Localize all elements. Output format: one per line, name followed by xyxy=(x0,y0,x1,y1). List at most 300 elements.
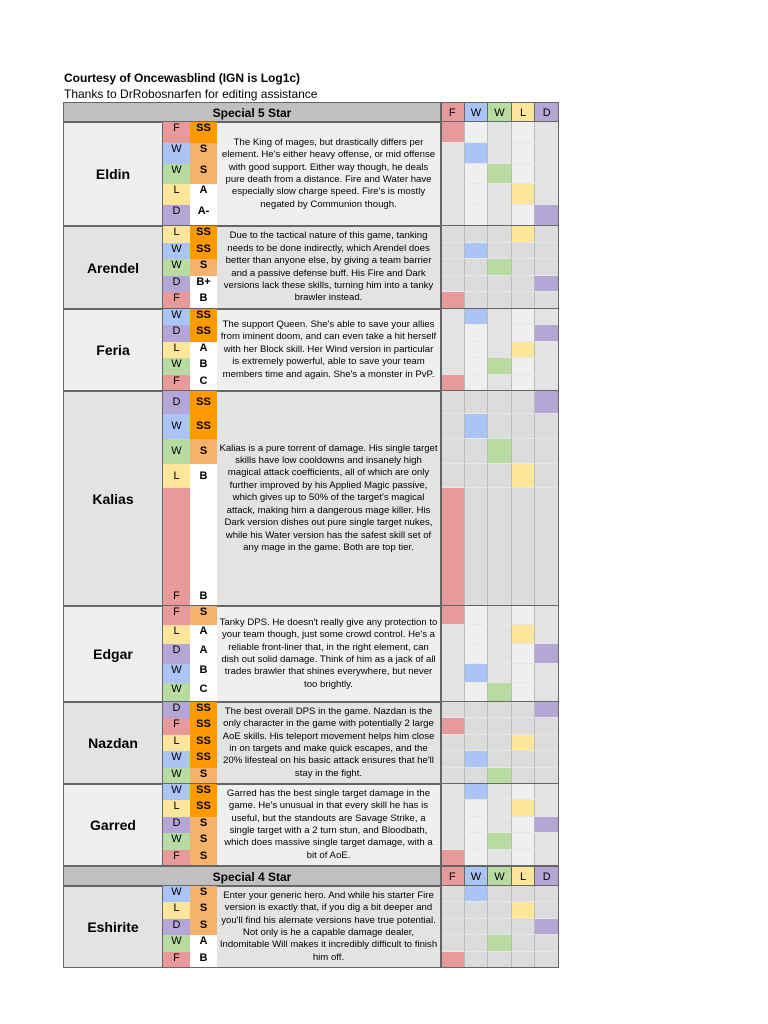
matrix-cell xyxy=(465,292,489,309)
matrix-cell xyxy=(512,259,536,276)
matrix-cell xyxy=(441,276,465,293)
matrix-cell xyxy=(441,375,465,391)
grade-label: B+ xyxy=(190,276,217,293)
matrix-cell xyxy=(488,735,512,751)
matrix-cell xyxy=(512,164,536,185)
matrix-cell xyxy=(488,164,512,185)
matrix-cell xyxy=(512,702,536,718)
matrix-cell xyxy=(535,391,559,414)
matrix-cell xyxy=(535,309,559,325)
matrix-cell xyxy=(441,226,465,243)
element-label: W xyxy=(163,751,190,767)
element-label: W xyxy=(163,683,190,702)
matrix-cell xyxy=(535,935,559,951)
matrix-cell xyxy=(465,902,489,918)
grade-label: SS xyxy=(190,309,217,325)
matrix-cell xyxy=(535,342,559,358)
matrix-cell xyxy=(535,683,559,702)
matrix-cell xyxy=(441,664,465,683)
element-column-header: F xyxy=(441,866,465,886)
grade-label: B xyxy=(190,464,217,488)
matrix-cell xyxy=(441,935,465,951)
grade-label: A xyxy=(190,342,217,358)
matrix-cell xyxy=(465,919,489,935)
grade-label: S xyxy=(190,259,217,276)
grade-label: A xyxy=(190,644,217,663)
matrix-cell xyxy=(488,625,512,644)
matrix-cell xyxy=(465,606,489,625)
element-label: F xyxy=(163,850,190,866)
grade-label: B xyxy=(190,488,217,606)
matrix-cell xyxy=(535,850,559,866)
grade-label: S xyxy=(190,850,217,866)
grade-label: S xyxy=(190,886,217,902)
matrix-cell xyxy=(535,358,559,374)
matrix-cell xyxy=(441,358,465,374)
matrix-cell xyxy=(535,800,559,816)
matrix-cell xyxy=(488,292,512,309)
matrix-cell xyxy=(512,784,536,800)
matrix-cell xyxy=(488,817,512,833)
element-label: D xyxy=(163,325,190,341)
matrix-cell xyxy=(535,259,559,276)
element-label: F xyxy=(163,606,190,625)
matrix-cell xyxy=(535,243,559,260)
element-column-header: W xyxy=(488,866,512,886)
grade-label: S xyxy=(190,902,217,918)
grade-label: SS xyxy=(190,702,217,718)
element-label: W xyxy=(163,358,190,374)
element-label: L xyxy=(163,735,190,751)
matrix-cell xyxy=(465,800,489,816)
matrix-cell xyxy=(465,850,489,866)
matrix-cell xyxy=(465,735,489,751)
grade-label: SS xyxy=(190,226,217,243)
grade-label: SS xyxy=(190,784,217,800)
matrix-cell xyxy=(441,683,465,702)
matrix-cell xyxy=(535,205,559,226)
matrix-cell xyxy=(512,833,536,849)
element-column-header: D xyxy=(535,102,559,122)
grade-label: SS xyxy=(190,391,217,414)
matrix-cell xyxy=(512,325,536,341)
matrix-cell xyxy=(535,625,559,644)
matrix-cell xyxy=(441,952,465,968)
grade-label: C xyxy=(190,683,217,702)
matrix-cell xyxy=(441,919,465,935)
matrix-cell xyxy=(488,886,512,902)
matrix-cell xyxy=(488,391,512,414)
matrix-cell xyxy=(441,784,465,800)
matrix-cell xyxy=(535,606,559,625)
matrix-cell xyxy=(512,391,536,414)
matrix-cell xyxy=(465,702,489,718)
grade-label: S xyxy=(190,439,217,464)
matrix-cell xyxy=(488,243,512,260)
matrix-cell xyxy=(535,784,559,800)
matrix-cell xyxy=(488,800,512,816)
matrix-cell xyxy=(465,952,489,968)
element-label: L xyxy=(163,226,190,243)
element-label: D xyxy=(163,817,190,833)
element-label: W xyxy=(163,935,190,951)
grade-label: SS xyxy=(190,735,217,751)
matrix-cell xyxy=(512,292,536,309)
hero-name: Garred xyxy=(63,784,163,866)
matrix-cell xyxy=(441,902,465,918)
matrix-cell xyxy=(535,644,559,663)
matrix-cell xyxy=(535,718,559,734)
matrix-cell xyxy=(512,414,536,439)
matrix-cell xyxy=(512,205,536,226)
matrix-cell xyxy=(488,718,512,734)
matrix-cell xyxy=(512,226,536,243)
matrix-cell xyxy=(488,683,512,702)
element-label: W xyxy=(163,164,190,185)
matrix-cell xyxy=(465,243,489,260)
grade-label: SS xyxy=(190,718,217,734)
matrix-cell xyxy=(535,751,559,767)
hero-name: Kalias xyxy=(63,391,163,606)
hero-description: The support Queen. She's able to save your allies from iminent doom, and can even take a hit herself with her Block skill. Her Wind version in particular is extremely powerful, able to save your team members time and again. She's a monster in PvP. xyxy=(217,309,441,391)
matrix-cell xyxy=(441,886,465,902)
hero-name: Feria xyxy=(63,309,163,391)
matrix-cell xyxy=(488,184,512,205)
element-label: L xyxy=(163,184,190,205)
element-label: L xyxy=(163,800,190,816)
matrix-cell xyxy=(488,606,512,625)
grade-label: SS xyxy=(190,800,217,816)
matrix-cell xyxy=(535,122,559,143)
matrix-cell xyxy=(488,464,512,488)
matrix-cell xyxy=(441,143,465,164)
matrix-cell xyxy=(535,439,559,464)
matrix-cell xyxy=(441,751,465,767)
element-label: W xyxy=(163,833,190,849)
grade-label: S xyxy=(190,143,217,164)
hero-tier-table xyxy=(63,102,559,964)
hero-name: Arendel xyxy=(63,226,163,309)
element-label: D xyxy=(163,919,190,935)
matrix-cell xyxy=(465,259,489,276)
matrix-cell xyxy=(488,952,512,968)
matrix-cell xyxy=(535,226,559,243)
matrix-cell xyxy=(512,919,536,935)
matrix-cell xyxy=(512,143,536,164)
hero-name: Eshirite xyxy=(63,886,163,968)
grade-label: SS xyxy=(190,751,217,767)
matrix-cell xyxy=(512,342,536,358)
element-column-header: W xyxy=(465,102,489,122)
matrix-cell xyxy=(465,205,489,226)
matrix-cell xyxy=(535,833,559,849)
matrix-cell xyxy=(488,850,512,866)
element-label: F xyxy=(163,292,190,309)
matrix-cell xyxy=(512,276,536,293)
element-label: F xyxy=(163,952,190,968)
element-label: W xyxy=(163,784,190,800)
grade-label: A xyxy=(190,935,217,951)
matrix-cell xyxy=(535,276,559,293)
grade-label: A- xyxy=(190,205,217,226)
matrix-cell xyxy=(512,800,536,816)
matrix-cell xyxy=(535,886,559,902)
grade-label: SS xyxy=(190,414,217,439)
matrix-cell xyxy=(441,342,465,358)
matrix-cell xyxy=(512,935,536,951)
matrix-cell xyxy=(465,833,489,849)
matrix-cell xyxy=(465,276,489,293)
matrix-cell xyxy=(512,817,536,833)
matrix-cell xyxy=(535,325,559,341)
matrix-cell xyxy=(512,768,536,784)
grade-label: S xyxy=(190,919,217,935)
matrix-cell xyxy=(465,464,489,488)
element-column-header: D xyxy=(535,866,559,886)
matrix-cell xyxy=(465,342,489,358)
element-label: W xyxy=(163,309,190,325)
matrix-cell xyxy=(441,768,465,784)
matrix-cell xyxy=(512,718,536,734)
matrix-cell xyxy=(465,488,489,606)
matrix-cell xyxy=(512,309,536,325)
matrix-cell xyxy=(512,184,536,205)
matrix-cell xyxy=(465,391,489,414)
grade-label: S xyxy=(190,164,217,185)
matrix-cell xyxy=(465,309,489,325)
matrix-cell xyxy=(441,606,465,625)
matrix-cell xyxy=(535,464,559,488)
matrix-cell xyxy=(488,488,512,606)
matrix-cell xyxy=(465,226,489,243)
element-label: D xyxy=(163,644,190,663)
matrix-cell xyxy=(535,919,559,935)
matrix-cell xyxy=(465,817,489,833)
element-label: W xyxy=(163,664,190,683)
grade-label: B xyxy=(190,358,217,374)
matrix-cell xyxy=(488,919,512,935)
element-label: F xyxy=(163,488,190,606)
grade-label: S xyxy=(190,817,217,833)
matrix-cell xyxy=(488,375,512,391)
matrix-cell xyxy=(465,358,489,374)
element-label: W xyxy=(163,886,190,902)
matrix-cell xyxy=(535,664,559,683)
element-label: L xyxy=(163,342,190,358)
matrix-cell xyxy=(535,817,559,833)
matrix-cell xyxy=(465,414,489,439)
element-label: F xyxy=(163,375,190,391)
matrix-cell xyxy=(441,464,465,488)
matrix-cell xyxy=(465,751,489,767)
matrix-cell xyxy=(441,122,465,143)
matrix-cell xyxy=(488,342,512,358)
matrix-cell xyxy=(441,325,465,341)
element-column-header: L xyxy=(512,866,536,886)
matrix-cell xyxy=(465,718,489,734)
hero-description: Kalias is a pure torrent of damage. His single target skills have low cooldowns and insanely high magical attack coefficients, all of which are only further improved by his Applied Magic passive, which gives up to 50% of the target's magical attack, making him a dangerous mage killer. His Dark version dishes out pure single target nukes, while his Water version has the safest skill set of any mage in the game. Both are top tier. xyxy=(217,391,441,606)
matrix-cell xyxy=(465,439,489,464)
matrix-cell xyxy=(535,735,559,751)
credit-line: Courtesy of Oncewasblind (IGN is Log1c) xyxy=(64,71,301,85)
matrix-cell xyxy=(465,325,489,341)
matrix-cell xyxy=(488,122,512,143)
matrix-cell xyxy=(535,488,559,606)
matrix-cell xyxy=(488,205,512,226)
thanks-line: Thanks to DrRobosnarfen for editing assistance xyxy=(64,87,318,101)
matrix-cell xyxy=(512,488,536,606)
element-label: W xyxy=(163,439,190,464)
hero-description: Due to the tactical nature of this game, tanking needs to be done indirectly, which Arendel does better than anyone else, by giving a team barrier and a passive defense buff. His Fire and Dark versions lack these skills, turning him into a tanky brawler instead. xyxy=(217,226,441,309)
matrix-cell xyxy=(441,800,465,816)
matrix-cell xyxy=(488,702,512,718)
hero-description: Enter your generic hero. And while his starter Fire version is exactly that, if you dig a bit deeper and you'll find his alernate versions have true potential. Not only is he a capable damage dealer, Indomitable Will makes it incredibly difficult to finish him off. xyxy=(217,886,441,968)
grade-label: B xyxy=(190,664,217,683)
element-label: L xyxy=(163,625,190,644)
section-header: Special 5 Star xyxy=(63,102,441,122)
matrix-cell xyxy=(488,439,512,464)
matrix-cell xyxy=(512,606,536,625)
grade-label: SS xyxy=(190,325,217,341)
matrix-cell xyxy=(512,850,536,866)
matrix-cell xyxy=(535,143,559,164)
matrix-cell xyxy=(512,886,536,902)
grade-label: B xyxy=(190,292,217,309)
matrix-cell xyxy=(488,644,512,663)
matrix-cell xyxy=(465,164,489,185)
matrix-cell xyxy=(512,358,536,374)
matrix-cell xyxy=(512,243,536,260)
grade-label: SS xyxy=(190,122,217,143)
matrix-cell xyxy=(441,833,465,849)
matrix-cell xyxy=(512,644,536,663)
element-label: W xyxy=(163,243,190,260)
matrix-cell xyxy=(441,292,465,309)
hero-description: Tanky DPS. He doesn't really give any protection to your team though, just some crowd control. He's a reliable front-liner that, in the right element, can dish out solid damage. Think of him as a jack of all trades brawler that shines everywhere, but never too brightly. xyxy=(217,606,441,702)
element-column-header: W xyxy=(488,102,512,122)
matrix-cell xyxy=(465,625,489,644)
matrix-cell xyxy=(441,439,465,464)
matrix-cell xyxy=(441,702,465,718)
element-label: D xyxy=(163,391,190,414)
matrix-cell xyxy=(512,439,536,464)
element-label: D xyxy=(163,276,190,293)
matrix-cell xyxy=(465,122,489,143)
matrix-cell xyxy=(465,935,489,951)
matrix-cell xyxy=(465,644,489,663)
grade-label: A xyxy=(190,184,217,205)
matrix-cell xyxy=(488,833,512,849)
matrix-cell xyxy=(488,784,512,800)
matrix-cell xyxy=(512,683,536,702)
matrix-cell xyxy=(488,902,512,918)
matrix-cell xyxy=(465,664,489,683)
grade-label: S xyxy=(190,606,217,625)
hero-description: The King of mages, but drastically differs per element. He's either heavy offense, or mid offense with good support. Either way though, he deals pure death from a distance. Fire and Water have especially slow charge speed. Fire's is mostly negated by Communion though. xyxy=(217,122,441,226)
matrix-cell xyxy=(441,735,465,751)
grade-label: S xyxy=(190,768,217,784)
matrix-cell xyxy=(465,784,489,800)
matrix-cell xyxy=(535,902,559,918)
matrix-cell xyxy=(488,414,512,439)
element-label: F xyxy=(163,122,190,143)
grade-label: B xyxy=(190,952,217,968)
matrix-cell xyxy=(535,164,559,185)
matrix-cell xyxy=(465,375,489,391)
grade-label: C xyxy=(190,375,217,391)
element-label: W xyxy=(163,768,190,784)
matrix-cell xyxy=(512,952,536,968)
matrix-cell xyxy=(488,226,512,243)
matrix-cell xyxy=(441,850,465,866)
matrix-cell xyxy=(512,464,536,488)
matrix-cell xyxy=(441,414,465,439)
matrix-cell xyxy=(465,683,489,702)
matrix-cell xyxy=(488,751,512,767)
element-label: L xyxy=(163,902,190,918)
element-label: D xyxy=(163,702,190,718)
matrix-cell xyxy=(441,184,465,205)
matrix-cell xyxy=(488,325,512,341)
element-label: W xyxy=(163,143,190,164)
matrix-cell xyxy=(441,644,465,663)
matrix-cell xyxy=(488,358,512,374)
hero-description: Garred has the best single target damage in the game. He's unusual in that every skill he has is useful, but the standouts are Savage Strike, a single target with a 2 turn stun, and Bloodbath, which does massive single target damage, with a bit of AoE. xyxy=(217,784,441,866)
matrix-cell xyxy=(488,768,512,784)
hero-name: Eldin xyxy=(63,122,163,226)
matrix-cell xyxy=(465,143,489,164)
element-column-header: W xyxy=(465,866,489,886)
element-column-header: L xyxy=(512,102,536,122)
matrix-cell xyxy=(465,886,489,902)
grade-label: A xyxy=(190,625,217,644)
matrix-cell xyxy=(512,664,536,683)
matrix-cell xyxy=(512,751,536,767)
element-column-header: F xyxy=(441,102,465,122)
matrix-cell xyxy=(441,488,465,606)
matrix-cell xyxy=(441,259,465,276)
grade-label: S xyxy=(190,833,217,849)
matrix-cell xyxy=(535,184,559,205)
matrix-cell xyxy=(465,184,489,205)
grade-label: SS xyxy=(190,243,217,260)
matrix-cell xyxy=(465,768,489,784)
matrix-cell xyxy=(535,292,559,309)
matrix-cell xyxy=(441,817,465,833)
matrix-cell xyxy=(535,952,559,968)
matrix-cell xyxy=(512,625,536,644)
matrix-cell xyxy=(441,718,465,734)
element-label: D xyxy=(163,205,190,226)
hero-name: Nazdan xyxy=(63,702,163,784)
matrix-cell xyxy=(488,143,512,164)
matrix-cell xyxy=(488,259,512,276)
matrix-cell xyxy=(512,902,536,918)
matrix-cell xyxy=(488,309,512,325)
matrix-cell xyxy=(441,205,465,226)
matrix-cell xyxy=(488,276,512,293)
matrix-cell xyxy=(488,935,512,951)
matrix-cell xyxy=(512,735,536,751)
element-label: W xyxy=(163,259,190,276)
matrix-cell xyxy=(512,122,536,143)
hero-name: Edgar xyxy=(63,606,163,702)
element-label: F xyxy=(163,718,190,734)
section-header: Special 4 Star xyxy=(63,866,441,886)
matrix-cell xyxy=(441,391,465,414)
matrix-cell xyxy=(441,164,465,185)
matrix-cell xyxy=(441,625,465,644)
